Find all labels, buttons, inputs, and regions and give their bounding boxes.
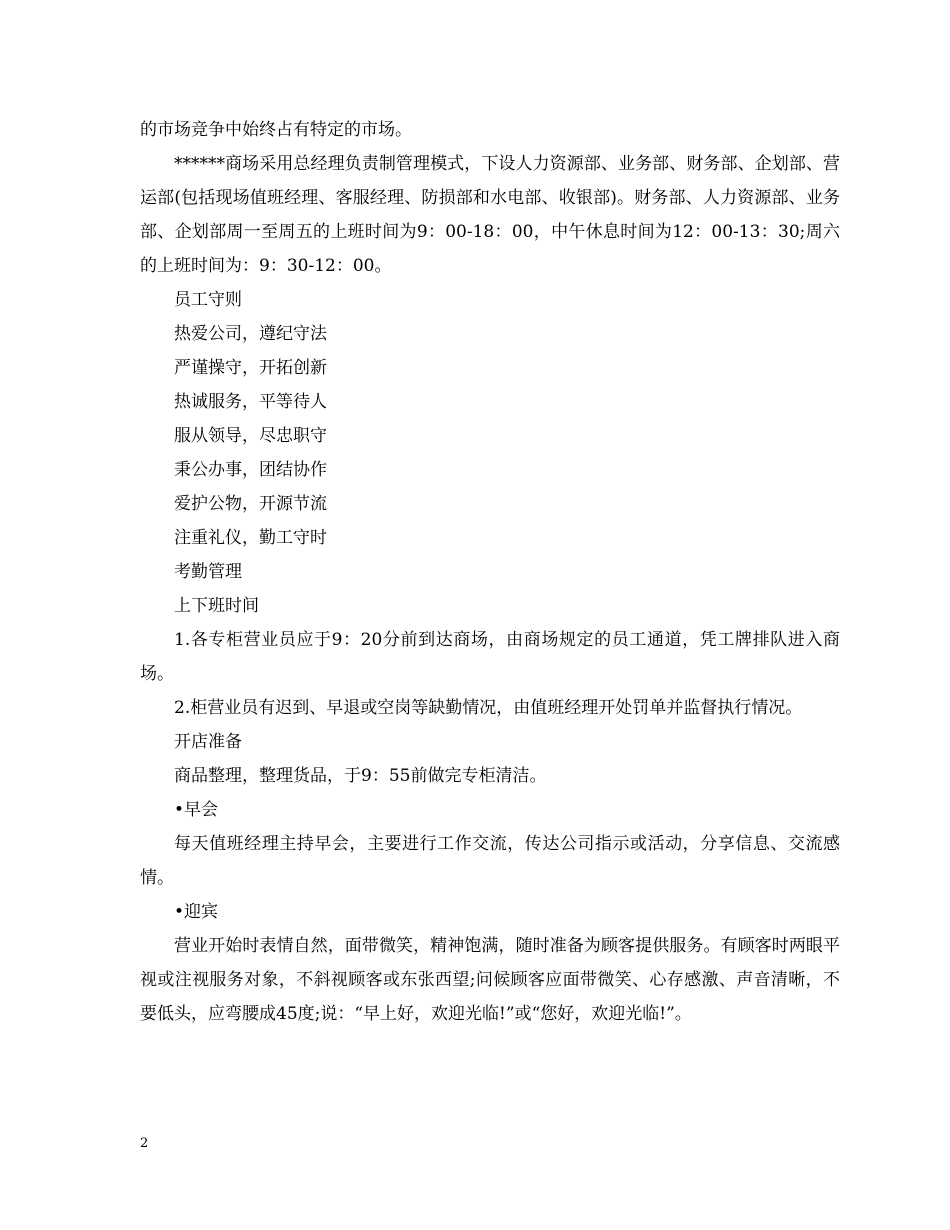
paragraph: 员工守则 <box>174 290 242 310</box>
paragraph: 热爱公司，遵纪守法 <box>174 324 327 344</box>
paragraph: 2.柜营业员有迟到、早退或空岗等缺勤情况，由值班经理开处罚单并监督执行情况。 <box>174 698 803 718</box>
paragraph: •早会 <box>174 800 219 820</box>
paragraph: ******商场采用总经理负责制管理模式，下设人力资源部、业务部、财务部、企划部、营运部(包括现场值班经理、客服经理、防损部和水电部、收银部)。财务部、人力资源部、业务部、企划部周一至周五的上班时间为9：00-18：00，中午休息时间为12：00-13：30;周六的上班时间为：9：30-12：00。 <box>140 154 840 276</box>
paragraph: 秉公办事，团结协作 <box>174 460 327 480</box>
paragraph: •迎宾 <box>174 902 219 922</box>
paragraph: 上下班时间 <box>174 596 259 616</box>
paragraph: 营业开始时表情自然，面带微笑，精神饱满，随时准备为顾客提供服务。有顾客时两眼平视或注视服务对象，不斜视顾客或东张西望;问候顾客应面带微笑、心存感激、声音清晰，不要低头，应弯腰成45度;说：“早上好，欢迎光临!”或“您好，欢迎光临!”。 <box>140 936 840 1024</box>
paragraph: 热诚服务，平等待人 <box>174 392 327 412</box>
document-body <box>140 113 840 1031</box>
paragraph: 注重礼仪，勤工守时 <box>174 528 327 548</box>
paragraph: 开店准备 <box>174 732 242 752</box>
paragraph: 的市场竞争中始终占有特定的市场。 <box>140 120 412 140</box>
paragraph: 每天值班经理主持早会，主要进行工作交流，传达公司指示或活动，分享信息、交流感情。 <box>140 834 840 888</box>
paragraph: 爱护公物，开源节流 <box>174 494 327 514</box>
paragraph: 商品整理，整理货品，于9：55前做完专柜清洁。 <box>174 766 547 786</box>
page-number: 2 <box>140 1136 149 1151</box>
paragraph: 考勤管理 <box>174 562 242 582</box>
paragraph: 1.各专柜营业员应于9：20分前到达商场，由商场规定的员工通道，凭工牌排队进入商场。 <box>140 630 840 684</box>
paragraph: 严谨操守，开拓创新 <box>174 358 327 378</box>
paragraph: 服从领导，尽忠职守 <box>174 426 327 446</box>
